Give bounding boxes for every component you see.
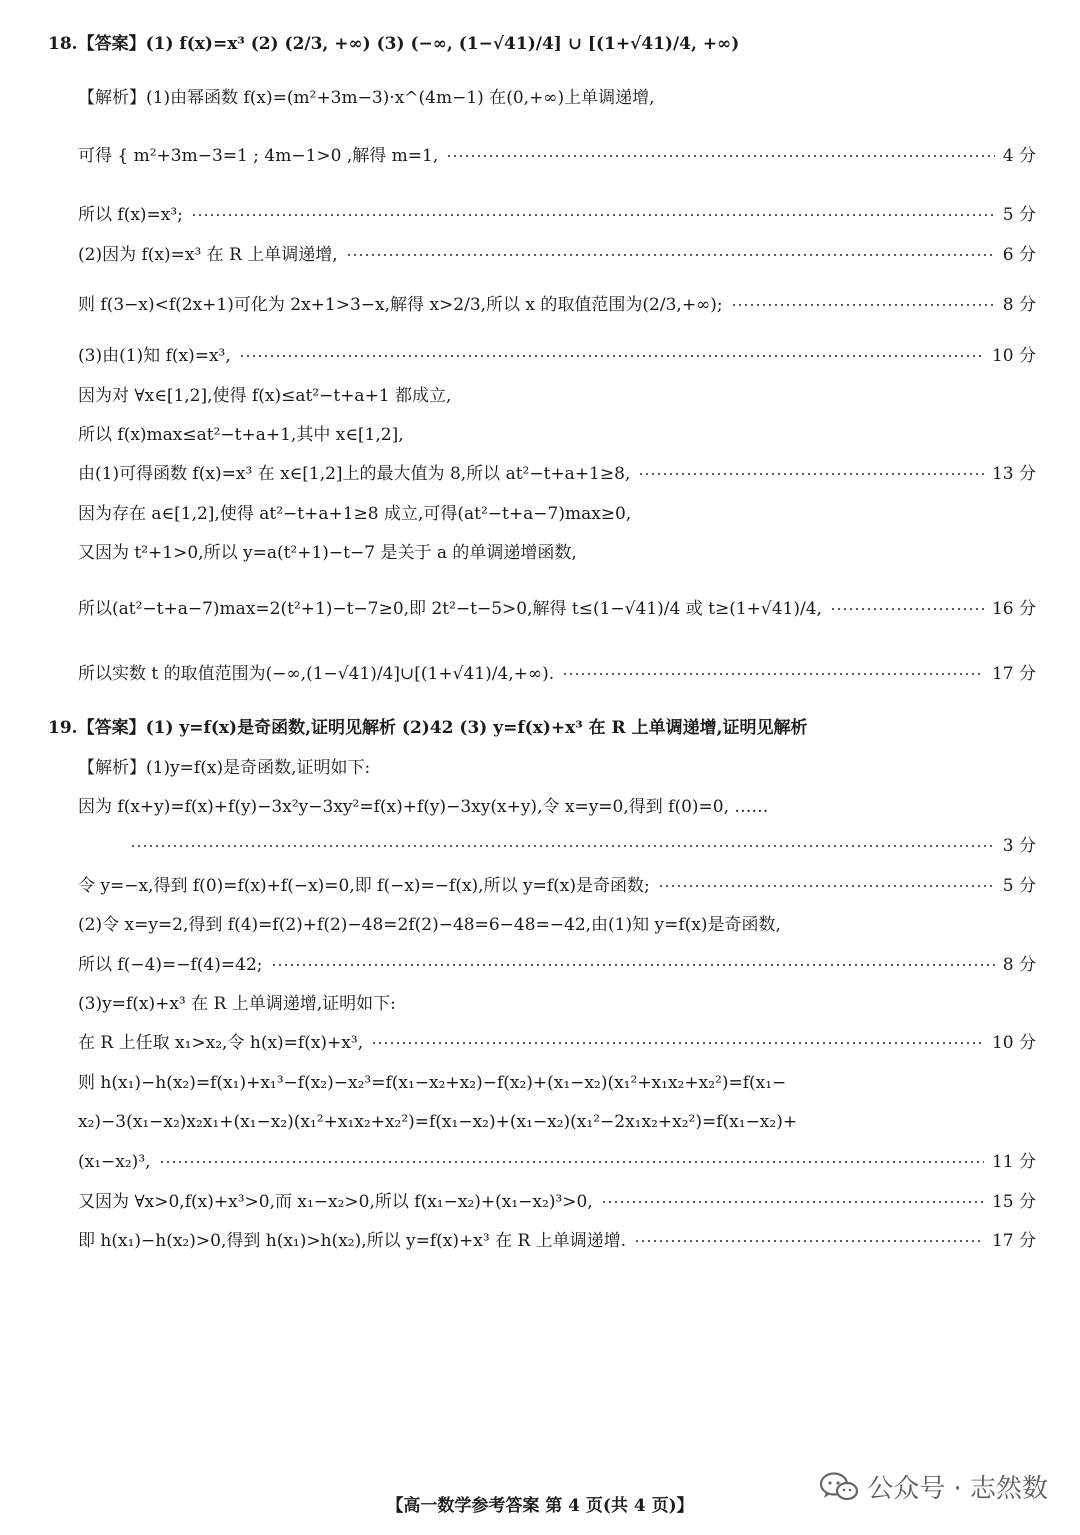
q19-line-text: 【解析】(1)y=f(x)是奇函数,证明如下: [78, 758, 371, 778]
q19-line-text: 即 h(x₁)−h(x₂)>0,得到 h(x₁)>h(x₂),所以 y=f(x)+x³ 在 R 上单调递增. [78, 1231, 627, 1251]
score-label: 11 分 [991, 1152, 1036, 1172]
q18-line [78, 243, 1036, 267]
q19-line [78, 834, 1036, 858]
q18-line-text: 【解析】(1)由幂函数 f(x)=(m²+3m−3)·x^(4m−1) 在(0,+∞)上单调递增, [78, 88, 655, 108]
leader-dots [658, 885, 995, 887]
leader-dots [601, 1201, 984, 1203]
score-label: 13 分 [991, 464, 1036, 484]
q19-line-text: (2)令 x=y=2,得到 f(4)=f(2)+f(2)−48=2f(2)−48=6−48=−42,由(1)知 y=f(x)是奇函数, [78, 915, 781, 935]
q18-line [78, 541, 1036, 565]
score-label: 10 分 [991, 1033, 1036, 1053]
score-label: 3 分 [1002, 836, 1036, 856]
q18-line-text: 由(1)可得函数 f(x)=x³ 在 x∈[1,2]上的最大值为 8,所以 at²−t+a+1≥8, [78, 464, 631, 484]
q19-answer-text: 19.【答案】(1) y=f(x)是奇函数,证明见解析 (2)42 (3) y=f(x)+x³ 在 R 上单调递增,证明见解析 [48, 718, 808, 738]
leader-dots [562, 673, 984, 675]
q18-line-text: 则 f(3−x)<f(2x+1)可化为 2x+1>3−x,解得 x>2/3,所以 x 的取值范围为(2/3,+∞); [78, 295, 723, 315]
q19-line-text: 在 R 上任取 x₁>x₂,令 h(x)=f(x)+x³, [78, 1033, 364, 1053]
q19-line-text: 又因为 ∀x>0,f(x)+x³>0,而 x₁−x₂>0,所以 f(x₁−x₂)+(x₁−x₂)³>0, [78, 1192, 593, 1212]
q19-line [78, 795, 1036, 819]
leader-dots [191, 214, 995, 216]
q18-line [78, 293, 1036, 317]
q19-line [78, 1190, 1036, 1214]
watermark [819, 1468, 1048, 1505]
q19-line-text: 因为 f(x+y)=f(x)+f(y)−3x²y−3xy²=f(x)+f(y)−3xy(x+y),令 x=y=0,得到 f(0)=0, …… [78, 797, 769, 817]
q18-answer-text: 18.【答案】(1) f(x)=x³ (2) (2/3, +∞) (3) (−∞, (1−√41)/4] ∪ [(1+√41)/4, +∞) [48, 34, 740, 54]
q18-answer-header [48, 32, 1036, 56]
leader-dots [130, 845, 995, 847]
q18-line-text: 所以(at²−t+a−7)max=2(t²+1)−t−7≥0,即 2t²−t−5>0,解得 t≤(1−√41)/4 或 t≥(1+√41)/4, [78, 599, 822, 619]
q18-line [78, 203, 1036, 227]
q19-line [78, 756, 1036, 780]
q18-line-text: 所以 f(x)max≤at²−t+a+1,其中 x∈[1,2], [78, 425, 404, 445]
score-label: 10 分 [991, 346, 1036, 366]
q18-line [78, 597, 1036, 621]
q18-line-text: 所以实数 t 的取值范围为(−∞,(1−√41)/4]∪[(1+√41)/4,+∞). [78, 664, 555, 684]
score-label: 17 分 [991, 664, 1036, 684]
q18-line-text: (3)由(1)知 f(x)=x³, [78, 346, 231, 366]
score-label: 16 分 [991, 599, 1036, 619]
q18-line-text: 因为存在 a∈[1,2],使得 at²−t+a+1≥8 成立,可得(at²−t+a−7)max≥0, [78, 504, 632, 524]
q18-line [78, 662, 1036, 686]
leader-dots [346, 254, 995, 256]
score-label: 8 分 [1002, 955, 1036, 975]
q18-line-text: 又因为 t²+1>0,所以 y=a(t²+1)−t−7 是关于 a 的单调递增函数, [78, 543, 577, 563]
score-label: 5 分 [1002, 876, 1036, 896]
q18-line [78, 423, 1036, 447]
q19-line-text: (x₁−x₂)³, [78, 1152, 151, 1172]
page-footer: 【高一数学参考答案 第 4 页(共 4 页)】 [386, 1496, 694, 1516]
q18-line [78, 462, 1036, 486]
leader-dots [239, 355, 984, 357]
leader-dots [731, 304, 995, 306]
q19-line-text: 令 y=−x,得到 f(0)=f(x)+f(−x)=0,即 f(−x)=−f(x),所以 y=f(x)是奇函数; [78, 876, 650, 896]
leader-dots [159, 1161, 984, 1163]
q19-line [78, 992, 1036, 1016]
leader-dots [638, 473, 984, 475]
q18-line [78, 344, 1036, 368]
q19-answer-header [48, 716, 1036, 740]
q19-line [78, 1150, 1036, 1174]
q18-line [78, 144, 1036, 168]
q18-line [78, 86, 1036, 110]
q19-line [78, 953, 1036, 977]
q18-line [78, 384, 1036, 408]
q19-line [78, 1071, 1036, 1095]
q19-line-text: 则 h(x₁)−h(x₂)=f(x₁)+x₁³−f(x₂)−x₂³=f(x₁−x₂+x₂)−f(x₂)+(x₁−x₂)(x₁²+x₁x₂+x₂²)=f(x₁− [78, 1073, 787, 1093]
score-label: 4 分 [1002, 146, 1036, 166]
wechat-icon [819, 1471, 859, 1503]
q19-line [78, 1229, 1036, 1253]
q18-line-text: 所以 f(x)=x³; [78, 205, 183, 225]
q19-line [78, 874, 1036, 898]
leader-dots [830, 608, 984, 610]
q18-line-text: 可得 { m²+3m−3=1 ; 4m−1>0 ,解得 m=1, [78, 146, 439, 166]
q18-line-text: 因为对 ∀x∈[1,2],使得 f(x)≤at²−t+a+1 都成立, [78, 386, 452, 406]
leader-dots [271, 964, 995, 966]
q19-line-text: (3)y=f(x)+x³ 在 R 上单调递增,证明如下: [78, 994, 396, 1014]
leader-dots [446, 155, 995, 157]
q19-line [78, 1110, 1036, 1134]
q19-line-text: 所以 f(−4)=−f(4)=42; [78, 955, 263, 975]
leader-dots [634, 1240, 984, 1242]
q18-line-text: (2)因为 f(x)=x³ 在 R 上单调递增, [78, 245, 338, 265]
score-label: 8 分 [1002, 295, 1036, 315]
score-label: 6 分 [1002, 245, 1036, 265]
score-label: 5 分 [1002, 205, 1036, 225]
q18-line [78, 502, 1036, 526]
leader-dots [371, 1042, 984, 1044]
q19-line [78, 913, 1036, 937]
score-label: 15 分 [991, 1192, 1036, 1212]
q19-line [78, 1031, 1036, 1055]
q19-line-text: x₂)−3(x₁−x₂)x₂x₁+(x₁−x₂)(x₁²+x₁x₂+x₂²)=f(x₁−x₂)+(x₁−x₂)(x₁²−2x₁x₂+x₂²)=f(x₁−x₂)+ [78, 1112, 798, 1132]
watermark-text: 公众号 · 志然数 [867, 1474, 1048, 1504]
score-label: 17 分 [991, 1231, 1036, 1251]
